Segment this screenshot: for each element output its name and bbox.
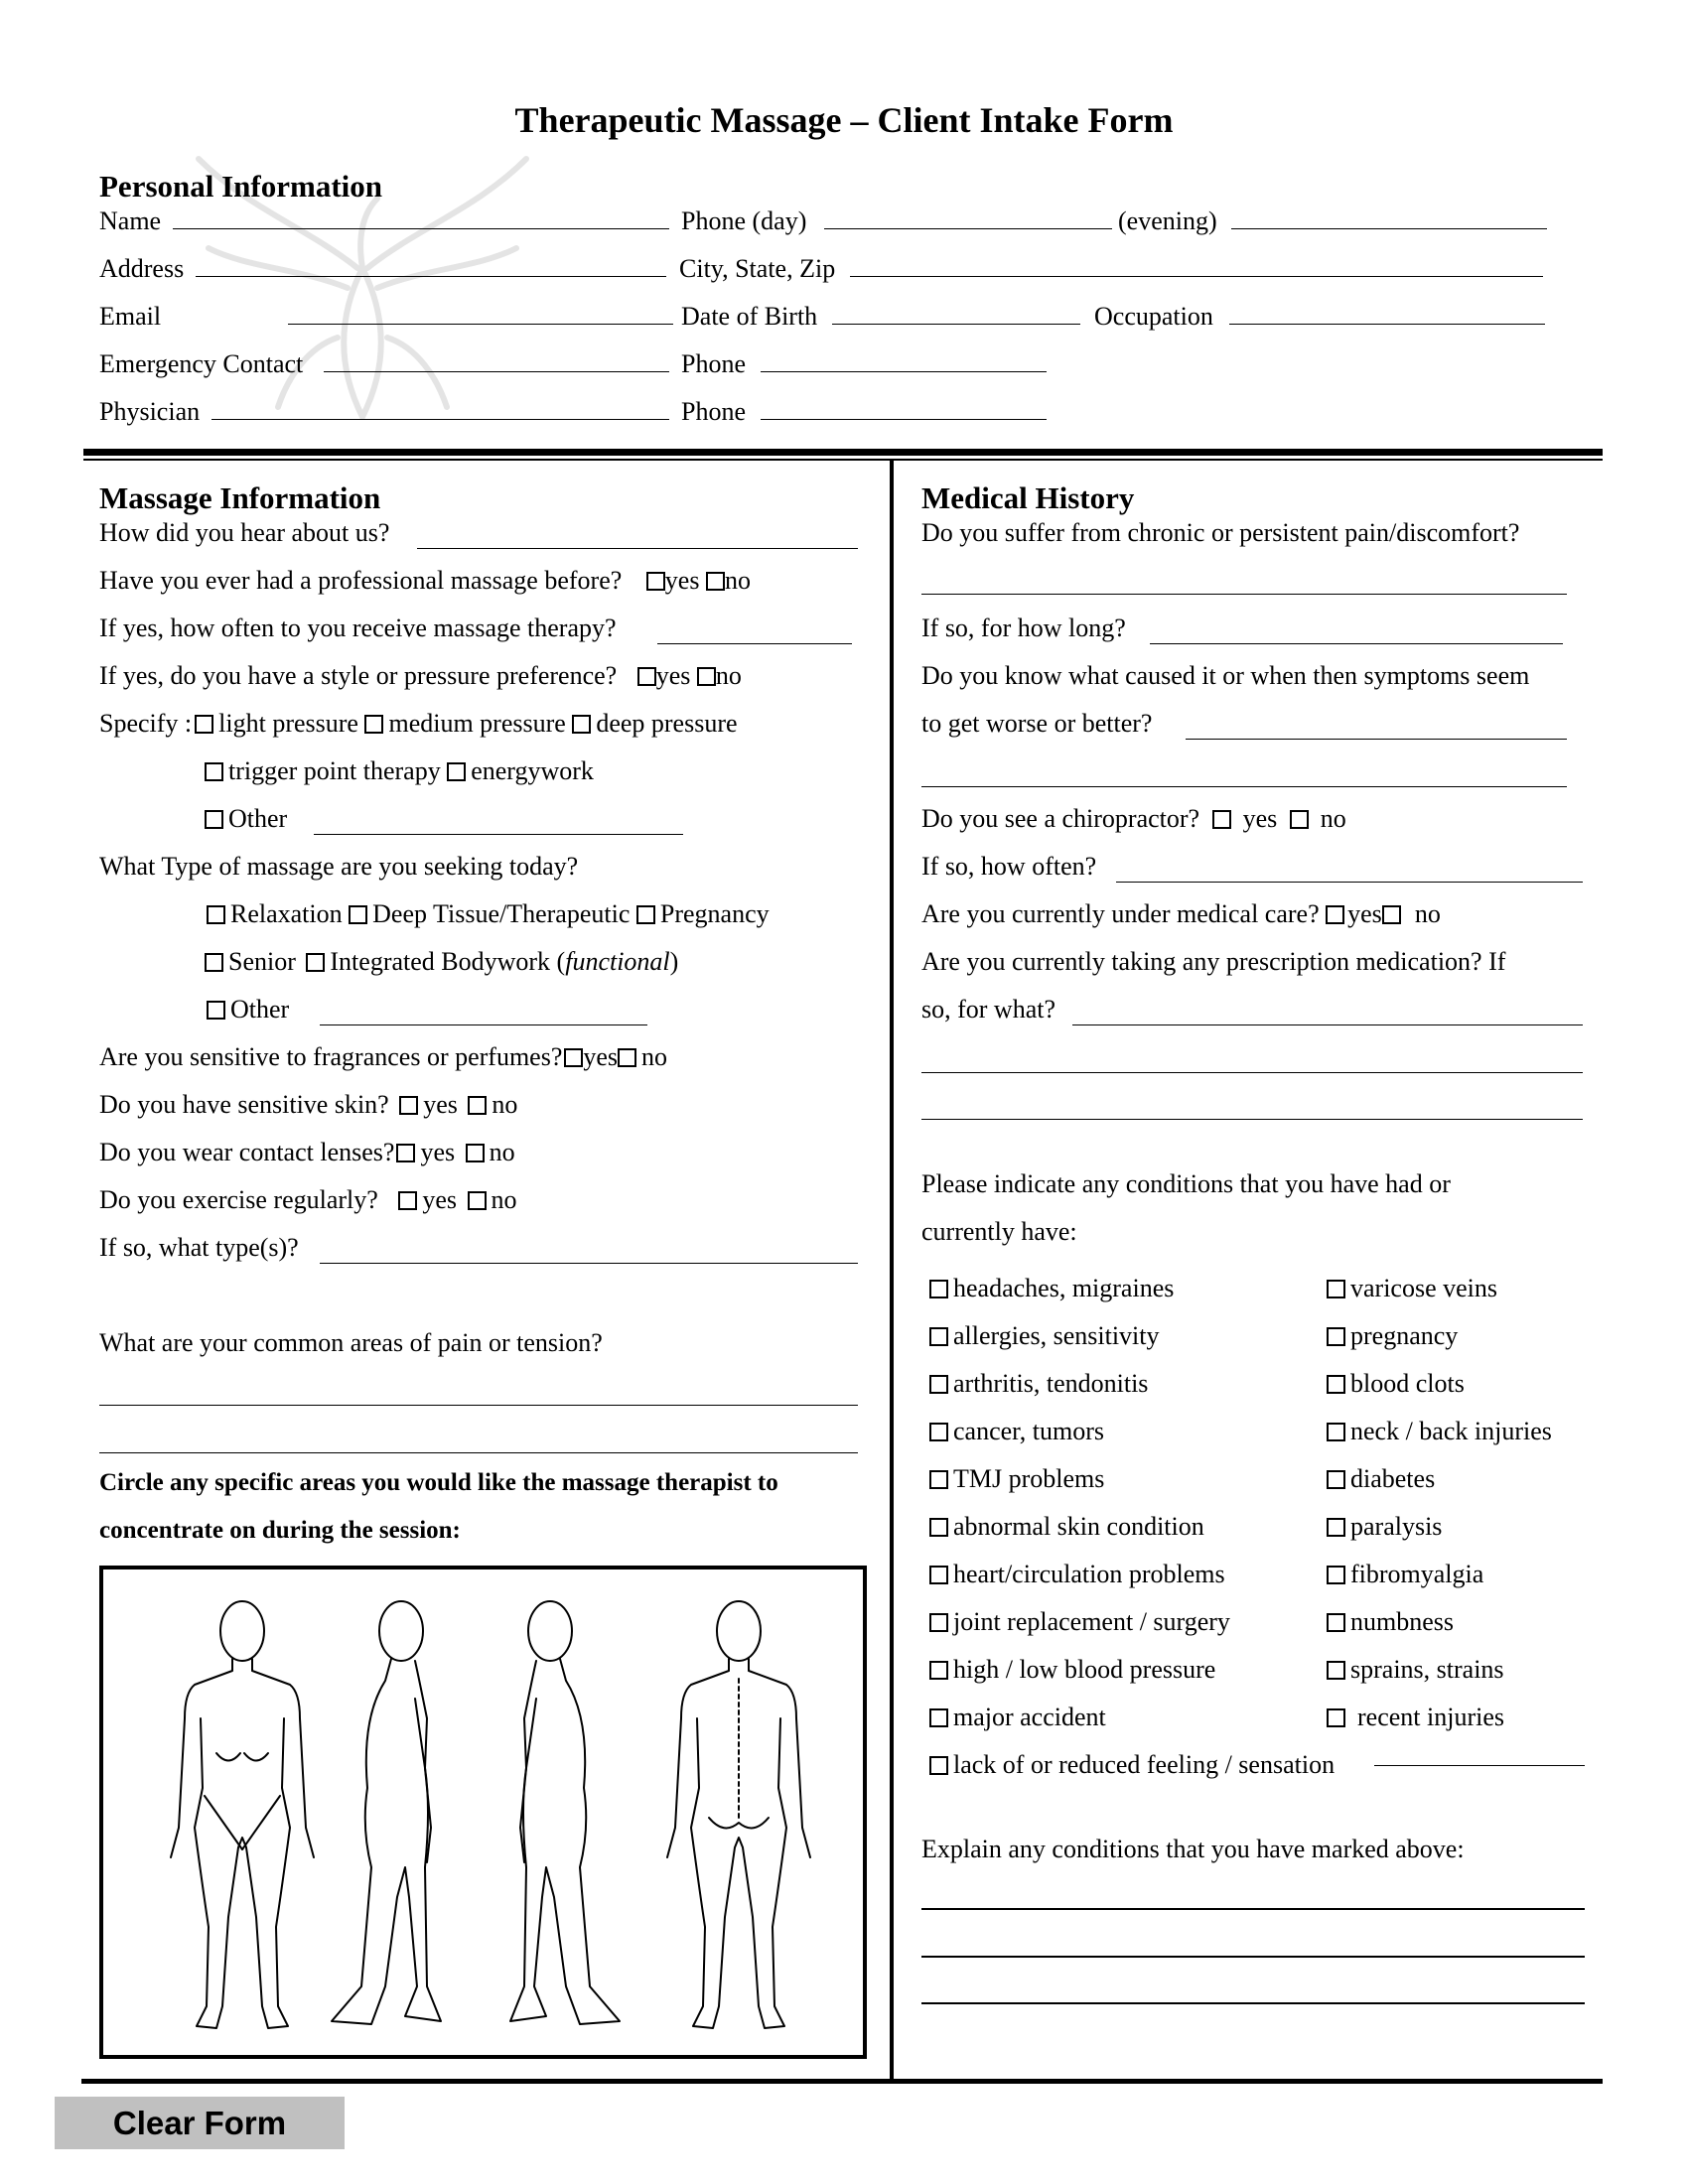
condition-checkbox[interactable] bbox=[929, 1375, 948, 1394]
no-label: no bbox=[1414, 899, 1441, 928]
specify-other-row bbox=[205, 804, 287, 834]
physician-label: Physician bbox=[99, 397, 201, 426]
how-long-label: If so, for how long? bbox=[921, 614, 1126, 642]
skin-question bbox=[99, 1090, 517, 1120]
condition-checkbox[interactable] bbox=[1327, 1280, 1345, 1298]
deep-pressure-checkbox[interactable] bbox=[572, 715, 591, 734]
condition-item[interactable] bbox=[1327, 1551, 1552, 1598]
lenses-yes-checkbox[interactable] bbox=[396, 1144, 415, 1162]
lenses-question bbox=[99, 1138, 515, 1167]
cause-label-line1: Do you know what caused it or when then symptoms seem bbox=[921, 661, 1530, 690]
emergency-contact-label: Emergency Contact bbox=[99, 349, 304, 378]
how-long-field[interactable] bbox=[1150, 643, 1563, 644]
yes-label: yes bbox=[1242, 804, 1278, 833]
specify-row-2 bbox=[205, 756, 594, 786]
medical-care-question bbox=[921, 899, 1441, 929]
condition-item[interactable] bbox=[929, 1360, 1335, 1408]
condition-label: high / low blood pressure bbox=[953, 1655, 1216, 1684]
no-label: no bbox=[492, 1090, 518, 1119]
circle-instruction-line1: Circle any specific areas you would like the massage therapist to bbox=[99, 1469, 778, 1496]
condition-label: joint replacement / surgery bbox=[953, 1607, 1230, 1636]
condition-label: varicose veins bbox=[1350, 1274, 1498, 1302]
condition-checkbox[interactable] bbox=[1327, 1613, 1345, 1632]
cause-field-2[interactable] bbox=[921, 786, 1567, 787]
conditions-left-column bbox=[929, 1265, 1335, 1789]
exercise-question bbox=[99, 1185, 517, 1215]
condition-item[interactable] bbox=[1327, 1312, 1552, 1360]
relaxation-checkbox[interactable] bbox=[207, 905, 225, 924]
how-often-label: If yes, how often to you receive massage therapy? bbox=[99, 614, 617, 642]
trigger-point-checkbox[interactable] bbox=[205, 762, 223, 781]
body-side-left-view bbox=[332, 1601, 441, 2024]
phone-day-field[interactable] bbox=[824, 228, 1112, 229]
condition-checkbox[interactable] bbox=[1327, 1423, 1345, 1441]
trigger-point-label: trigger point therapy bbox=[228, 756, 441, 785]
lenses-label: Do you wear contact lenses? bbox=[99, 1138, 395, 1166]
pregnancy-massage-label: Pregnancy bbox=[659, 899, 770, 928]
type-other-label: Other bbox=[230, 995, 290, 1024]
chronic-pain-label: Do you suffer from chronic or persistent pain/discomfort? bbox=[921, 518, 1520, 547]
condition-label: neck / back injuries bbox=[1350, 1417, 1552, 1445]
address-label: Address bbox=[99, 254, 185, 283]
occupation-label: Occupation bbox=[1094, 302, 1213, 331]
condition-checkbox[interactable] bbox=[929, 1566, 948, 1584]
condition-item[interactable] bbox=[929, 1646, 1335, 1694]
section-divider-thick bbox=[83, 449, 1603, 456]
chiro-often-field[interactable] bbox=[1116, 882, 1583, 883]
condition-item[interactable] bbox=[1327, 1265, 1552, 1312]
section-divider-thin bbox=[83, 459, 1603, 461]
emergency-phone-label: Phone bbox=[681, 349, 746, 378]
prescription-label-line1: Are you currently taking any prescription medication? If bbox=[921, 947, 1506, 976]
had-massage-no-checkbox[interactable] bbox=[706, 572, 725, 591]
lenses-no-checkbox[interactable] bbox=[466, 1144, 485, 1162]
emergency-contact-field[interactable] bbox=[324, 371, 669, 372]
condition-label: diabetes bbox=[1350, 1464, 1436, 1493]
type-other-checkbox[interactable] bbox=[207, 1001, 225, 1020]
condition-checkbox[interactable] bbox=[929, 1613, 948, 1632]
condition-checkbox[interactable] bbox=[929, 1661, 948, 1680]
deep-tissue-checkbox[interactable] bbox=[349, 905, 367, 924]
body-front-view bbox=[171, 1601, 314, 2028]
no-label: no bbox=[1320, 804, 1346, 833]
hear-about-field[interactable] bbox=[417, 548, 858, 549]
relaxation-label: Relaxation bbox=[230, 899, 343, 928]
hear-about-label: How did you hear about us? bbox=[99, 518, 390, 547]
body-diagram[interactable] bbox=[99, 1566, 867, 2059]
condition-item[interactable] bbox=[929, 1408, 1335, 1455]
condition-item[interactable] bbox=[929, 1312, 1335, 1360]
condition-item[interactable] bbox=[1327, 1408, 1552, 1455]
yes-label: yes bbox=[420, 1138, 456, 1166]
explain-field-1[interactable] bbox=[921, 1908, 1585, 1910]
explain-label: Explain any conditions that you have marked above: bbox=[921, 1835, 1465, 1863]
exercise-type-label: If so, what type(s)? bbox=[99, 1233, 299, 1262]
condition-checkbox[interactable] bbox=[929, 1327, 948, 1346]
no-label: no bbox=[715, 661, 742, 690]
pregnancy-massage-checkbox[interactable] bbox=[636, 905, 655, 924]
city-state-zip-field[interactable] bbox=[850, 276, 1543, 277]
fragrance-question bbox=[99, 1042, 667, 1072]
prescription-field-2[interactable] bbox=[921, 1072, 1583, 1073]
exercise-label: Do you exercise regularly? bbox=[99, 1185, 378, 1214]
occupation-field[interactable] bbox=[1229, 324, 1545, 325]
condition-item[interactable] bbox=[929, 1265, 1335, 1312]
massage-info-heading: Massage Information bbox=[99, 480, 381, 515]
column-divider bbox=[890, 459, 894, 2082]
specify-label: Specify : bbox=[99, 709, 193, 738]
medium-pressure-checkbox[interactable] bbox=[364, 715, 383, 734]
condition-label: major accident bbox=[953, 1703, 1106, 1731]
exercise-type-field[interactable] bbox=[320, 1263, 858, 1264]
no-label: no bbox=[491, 1185, 517, 1214]
pain-areas-label: What are your common areas of pain or tension? bbox=[99, 1328, 603, 1357]
had-massage-yes-checkbox[interactable] bbox=[646, 572, 665, 591]
condition-label: blood clots bbox=[1350, 1369, 1465, 1398]
condition-label: fibromyalgia bbox=[1350, 1560, 1484, 1588]
bottom-divider bbox=[81, 2079, 1603, 2084]
medical-care-no-checkbox[interactable] bbox=[1382, 905, 1401, 924]
chronic-pain-field[interactable] bbox=[921, 594, 1567, 595]
yes-label: yes bbox=[1347, 899, 1382, 928]
no-label: no bbox=[489, 1138, 515, 1166]
senior-label: Senior bbox=[228, 947, 296, 976]
address-field[interactable] bbox=[196, 276, 666, 277]
light-pressure-checkbox[interactable] bbox=[195, 715, 213, 734]
condition-checkbox[interactable] bbox=[1327, 1375, 1345, 1394]
conditions-right-column bbox=[1327, 1265, 1552, 1741]
condition-item[interactable] bbox=[929, 1503, 1335, 1551]
condition-label: lack of or reduced feeling / sensation bbox=[953, 1750, 1336, 1779]
medium-pressure-label: medium pressure bbox=[388, 709, 566, 738]
condition-item[interactable] bbox=[929, 1741, 1335, 1789]
emergency-phone-field[interactable] bbox=[761, 371, 1047, 372]
condition-item[interactable] bbox=[929, 1551, 1335, 1598]
personal-info-heading: Personal Information bbox=[99, 169, 383, 204]
fragrance-label: Are you sensitive to fragrances or perfumes? bbox=[99, 1042, 563, 1071]
exercise-no-checkbox[interactable] bbox=[468, 1191, 487, 1210]
yes-label: yes bbox=[423, 1090, 458, 1119]
condition-item[interactable] bbox=[929, 1694, 1335, 1741]
condition-item[interactable] bbox=[929, 1455, 1335, 1503]
skin-yes-checkbox[interactable] bbox=[399, 1096, 418, 1115]
exercise-yes-checkbox[interactable] bbox=[398, 1191, 417, 1210]
chiropractor-label: Do you see a chiropractor? bbox=[921, 804, 1200, 833]
phone-evening-label: (evening) bbox=[1118, 206, 1217, 235]
condition-checkbox[interactable] bbox=[929, 1280, 948, 1298]
no-label: no bbox=[641, 1042, 668, 1071]
prescription-label-line2: so, for what? bbox=[921, 995, 1056, 1024]
specify-other-label: Other bbox=[228, 804, 288, 833]
yes-label: yes bbox=[664, 566, 700, 595]
condition-item[interactable] bbox=[1327, 1455, 1552, 1503]
type-other-field[interactable] bbox=[320, 1024, 647, 1025]
condition-item[interactable] bbox=[1327, 1694, 1552, 1741]
body-side-right-view bbox=[510, 1601, 620, 2024]
condition-checkbox[interactable] bbox=[929, 1756, 948, 1775]
dob-label: Date of Birth bbox=[681, 302, 818, 331]
preference-question bbox=[99, 661, 742, 691]
condition-checkbox[interactable] bbox=[929, 1423, 948, 1441]
name-field[interactable] bbox=[173, 228, 669, 229]
reduced-feeling-field[interactable] bbox=[1374, 1765, 1585, 1766]
chiropractor-question bbox=[921, 804, 1346, 834]
physician-field[interactable] bbox=[211, 419, 669, 420]
no-label: no bbox=[724, 566, 751, 595]
condition-label: arthritis, tendonitis bbox=[953, 1369, 1149, 1398]
condition-label: recent injuries bbox=[1357, 1703, 1504, 1731]
condition-checkbox[interactable] bbox=[929, 1470, 948, 1489]
how-often-field[interactable] bbox=[657, 643, 852, 644]
medical-history-heading: Medical History bbox=[921, 480, 1135, 515]
indicate-label-line1: Please indicate any conditions that you have had or bbox=[921, 1169, 1451, 1198]
body-figures-icon bbox=[103, 1570, 863, 2055]
condition-item[interactable] bbox=[1327, 1598, 1552, 1646]
condition-label: allergies, sensitivity bbox=[953, 1321, 1160, 1350]
body-back-view bbox=[667, 1601, 810, 2028]
skin-label: Do you have sensitive skin? bbox=[99, 1090, 389, 1119]
clear-form-button[interactable]: Clear Form bbox=[55, 2097, 345, 2149]
chiro-often-label: If so, how often? bbox=[921, 852, 1097, 881]
had-massage-label: Have you ever had a professional massage before? bbox=[99, 566, 623, 595]
condition-item[interactable] bbox=[929, 1598, 1335, 1646]
condition-checkbox[interactable] bbox=[1327, 1708, 1345, 1727]
chiropractor-yes-checkbox[interactable] bbox=[1212, 810, 1231, 829]
cause-label-line2: to get worse or better? bbox=[921, 709, 1153, 738]
condition-item[interactable] bbox=[1327, 1503, 1552, 1551]
yes-label: yes bbox=[422, 1185, 457, 1214]
fragrance-yes-checkbox[interactable] bbox=[564, 1048, 583, 1067]
page-title: Therapeutic Massage – Client Intake Form bbox=[514, 100, 1174, 140]
had-massage-question bbox=[99, 566, 751, 596]
yes-label: yes bbox=[655, 661, 691, 690]
deep-pressure-label: deep pressure bbox=[596, 709, 738, 738]
skin-no-checkbox[interactable] bbox=[468, 1096, 487, 1115]
condition-label: headaches, migraines bbox=[953, 1274, 1175, 1302]
type-question-label: What Type of massage are you seeking today? bbox=[99, 852, 579, 881]
specify-other-field[interactable] bbox=[314, 834, 683, 835]
circle-instruction-line2: concentrate on during the session: bbox=[99, 1517, 461, 1544]
light-pressure-label: light pressure bbox=[218, 709, 358, 738]
prescription-field-3[interactable] bbox=[921, 1119, 1583, 1120]
condition-checkbox[interactable] bbox=[1327, 1327, 1345, 1346]
energywork-label: energywork bbox=[471, 756, 594, 785]
type-other-row bbox=[207, 995, 289, 1024]
condition-item[interactable] bbox=[1327, 1646, 1552, 1694]
yes-label: yes bbox=[583, 1042, 619, 1071]
specify-row bbox=[99, 709, 738, 739]
type-row-1 bbox=[207, 899, 770, 929]
indicate-label-line2: currently have: bbox=[921, 1217, 1077, 1246]
phoenix-watermark-icon bbox=[189, 119, 536, 427]
pain-areas-field-2[interactable] bbox=[99, 1452, 858, 1453]
condition-checkbox[interactable] bbox=[1327, 1470, 1345, 1489]
explain-field-3[interactable] bbox=[921, 2002, 1585, 2004]
city-label: City, State, Zip bbox=[679, 254, 836, 283]
explain-field-2[interactable] bbox=[921, 1956, 1585, 1958]
type-row-2 bbox=[205, 947, 678, 977]
specify-other-checkbox[interactable] bbox=[205, 810, 223, 829]
prescription-field-1[interactable] bbox=[1072, 1024, 1583, 1025]
condition-checkbox[interactable] bbox=[1327, 1566, 1345, 1584]
preference-no-checkbox[interactable] bbox=[697, 667, 716, 686]
physician-phone-field[interactable] bbox=[761, 419, 1047, 420]
medical-care-label: Are you currently under medical care? bbox=[921, 899, 1320, 928]
integrated-bodywork-label: Integrated Bodywork (functional) bbox=[330, 947, 679, 976]
preference-label: If yes, do you have a style or pressure preference? bbox=[99, 661, 618, 690]
email-field[interactable] bbox=[288, 324, 673, 325]
cause-field-1[interactable] bbox=[1186, 739, 1567, 740]
condition-item[interactable] bbox=[1327, 1360, 1552, 1408]
physician-phone-label: Phone bbox=[681, 397, 746, 426]
condition-label: cancer, tumors bbox=[953, 1417, 1105, 1445]
condition-label: sprains, strains bbox=[1350, 1655, 1504, 1684]
condition-label: numbness bbox=[1350, 1607, 1454, 1636]
fragrance-no-checkbox[interactable] bbox=[618, 1048, 636, 1067]
preference-yes-checkbox[interactable] bbox=[637, 667, 656, 686]
condition-label: TMJ problems bbox=[953, 1464, 1105, 1493]
condition-label: heart/circulation problems bbox=[953, 1560, 1225, 1588]
condition-checkbox[interactable] bbox=[1327, 1661, 1345, 1680]
dob-field[interactable] bbox=[832, 324, 1080, 325]
energywork-checkbox[interactable] bbox=[447, 762, 466, 781]
condition-label: abnormal skin condition bbox=[953, 1512, 1204, 1541]
condition-label: paralysis bbox=[1350, 1512, 1443, 1541]
name-label: Name bbox=[99, 206, 162, 235]
email-label: Email bbox=[99, 302, 162, 331]
phone-day-label: Phone (day) bbox=[681, 206, 807, 235]
senior-checkbox[interactable] bbox=[205, 953, 223, 972]
condition-checkbox[interactable] bbox=[929, 1708, 948, 1727]
phone-evening-field[interactable] bbox=[1231, 228, 1547, 229]
deep-tissue-label: Deep Tissue/Therapeutic bbox=[372, 899, 631, 928]
integrated-bodywork-checkbox[interactable] bbox=[306, 953, 325, 972]
condition-checkbox[interactable] bbox=[1327, 1518, 1345, 1537]
medical-care-yes-checkbox[interactable] bbox=[1326, 905, 1344, 924]
pain-areas-field-1[interactable] bbox=[99, 1405, 858, 1406]
condition-checkbox[interactable] bbox=[929, 1518, 948, 1537]
chiropractor-no-checkbox[interactable] bbox=[1290, 810, 1309, 829]
condition-label: pregnancy bbox=[1350, 1321, 1459, 1350]
